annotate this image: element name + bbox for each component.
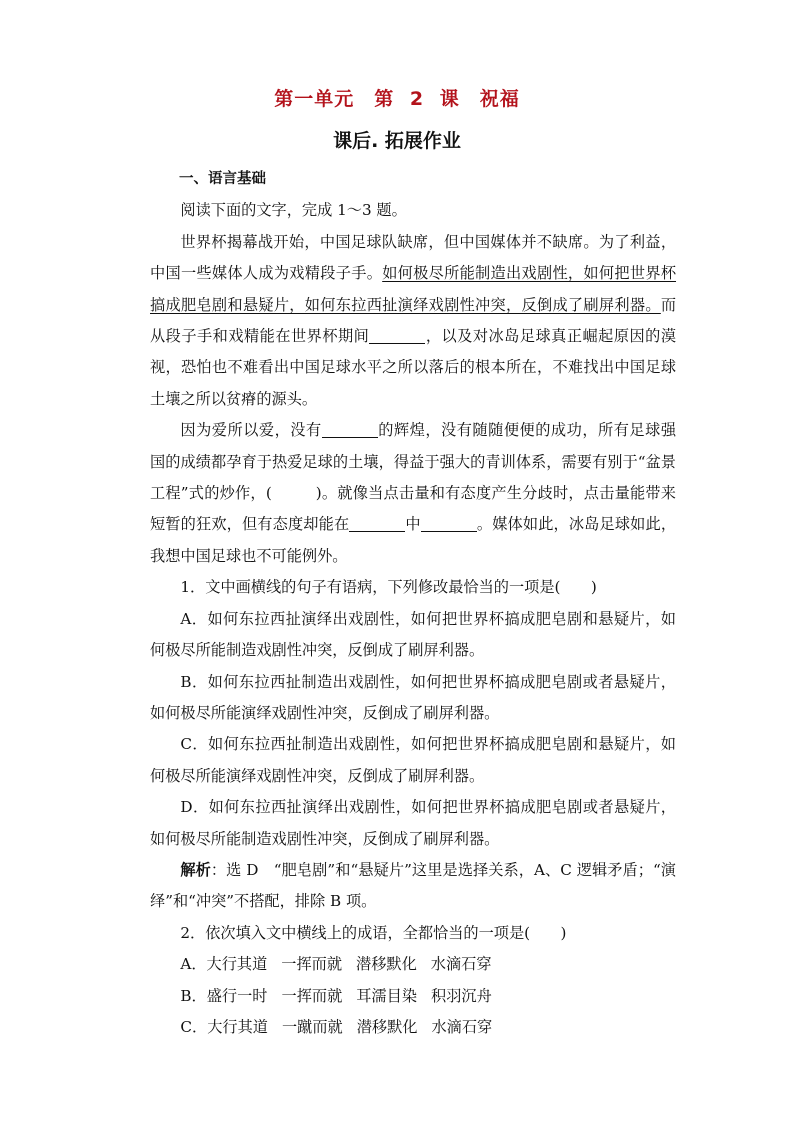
underlined-sentence: 如何极尽所能制造出戏剧性，如何把世界杯搞成肥皂剧和悬疑片，如何东拉西扯演绎戏剧性冲突，反倒成了刷屏利器。: [150, 264, 677, 314]
question-1: 1．文中画横线的句子有语病，下列修改最恰当的一项是( ): [180, 578, 597, 597]
instruction: 阅读下面的文字，完成 1～3 题。: [180, 201, 407, 220]
fill-blank: [369, 328, 425, 344]
question-1-option-a: A．如何东拉西扯演绎出戏剧性，如何把世界杯搞成肥皂剧和悬疑片，如何极尽所能制造戏剧性冲突，反倒成了刷屏利器。: [150, 609, 676, 660]
option-term: 水滴石穿: [430, 955, 492, 974]
fill-blank: [349, 516, 405, 532]
passage-text: 而从段子手和戏精能在世界杯期间: [150, 295, 676, 346]
option-term: 潜移默化: [356, 955, 417, 974]
option-term: 水滴石穿: [431, 1017, 493, 1036]
document-body: [150, 164, 676, 1043]
passage-text: 的辉煌，没有随随便便的成功，所有足球强国的成绩都孕育于热爱足球的土壤，得益于强大的青训体系，需要有别于“盆景工程”式的炒作，(: [150, 421, 677, 503]
option-term: C．大行其道: [180, 1017, 268, 1036]
explanation-label: 解析: [180, 860, 211, 879]
fill-blank: [421, 516, 477, 532]
question-1-option-c: C．如何东拉西扯制造出戏剧性，如何把世界杯搞成肥皂剧和悬疑片，如何极尽所能演绎戏剧性冲突，反倒成了刷屏利器。: [150, 735, 676, 785]
passage-text: )。就像当点击量和有态度产生分歧时，点击量能带来短暂的狂欢，但有态度却能在: [150, 484, 676, 534]
question-2-option-c: [150, 1012, 676, 1043]
question-1-option-b: B．如何东拉西扯制造出戏剧性，如何把世界杯搞成肥皂剧或者悬疑片，如何极尽所能演绎戏剧性冲突，反倒成了刷屏利器。: [150, 672, 676, 722]
passage-text: 世界杯揭幕战开始，中国足球队缺席，但中国媒体并不缺席。为了利益，中国一些媒体人成为戏精段子手。: [150, 232, 676, 283]
page-subtitle: 课后. 拓展作业: [333, 130, 461, 152]
explanation-text: ：选 D “肥皂剧”和“悬疑片”这里是选择关系，A、C 逻辑矛盾；“演绎”和“冲突”不搭配，排除 B 项。: [150, 860, 676, 911]
passage-paragraph-1: [150, 227, 676, 415]
passage-text: ，以及对冰岛足球真正崛起原因的漠视，恐怕也不难看出中国足球水平之所以落后的根本所在，不难找出中国足球土壤之所以贫瘠的源头。: [150, 327, 677, 408]
passage-text: 中: [405, 515, 421, 534]
question-2-option-b: [150, 981, 676, 1012]
question-2-option-a: [150, 949, 676, 980]
option-term: 耳濡目染: [356, 986, 417, 1005]
fill-blank: [322, 422, 378, 438]
answer-explanation: [150, 855, 676, 918]
passage-text: 。媒体如此，冰岛足球如此，我想中国足球也不可能例外。: [150, 515, 676, 565]
option-term: 潜移默化: [356, 1017, 418, 1036]
option-term: A．大行其道: [180, 955, 268, 974]
question-1-option-d: D．如何东拉西扯演绎出戏剧性，如何把世界杯搞成肥皂剧或者悬疑片，如何极尽所能制造戏剧性冲突，反倒成了刷屏利器。: [150, 798, 676, 848]
passage-paragraph-2: [150, 415, 676, 572]
option-term: 一挥而就: [281, 955, 343, 974]
question-2: 2．依次填入文中横线上的成语，全都恰当的一项是( ): [180, 923, 567, 942]
option-term: 一挥而就: [281, 986, 343, 1005]
section-heading: 一、语言基础: [179, 171, 266, 187]
option-term: 积羽沉舟: [431, 986, 492, 1005]
passage-text: 因为爱所以爱，没有: [180, 421, 322, 440]
option-term: 一蹴而就: [281, 1017, 343, 1036]
option-term: B．盛行一时: [180, 986, 268, 1005]
page-title: 第一单元 第 2 课 祝福: [274, 88, 520, 110]
